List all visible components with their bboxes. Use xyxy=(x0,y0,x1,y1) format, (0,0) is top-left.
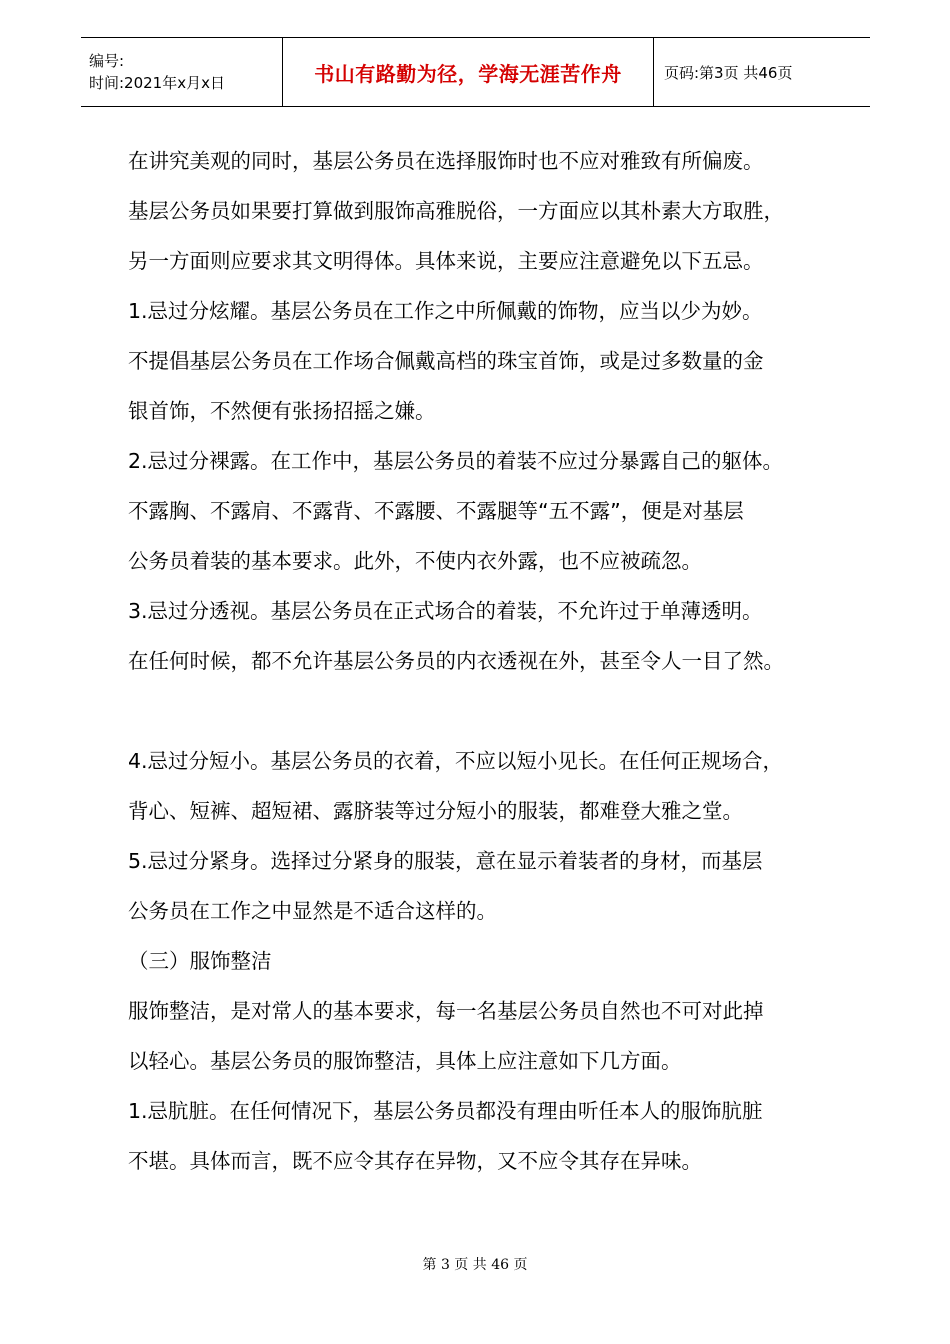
footer-page-number: 第 3 页 共 46 页 xyxy=(422,1257,528,1273)
body-line: 公务员着装的基本要求。此外，不使内衣外露，也不应被疏忽。 xyxy=(128,549,702,573)
header-page-cell xyxy=(654,38,870,106)
body-line: 服饰整洁，是对常人的基本要求，每一名基层公务员自然也不可对此掉 xyxy=(128,999,764,1023)
document-body xyxy=(128,136,848,1186)
body-line: 不露胸、不露肩、不露背、不露腰、不露腿等“五不露”，便是对基层 xyxy=(128,499,744,523)
page-footer xyxy=(0,1254,950,1274)
body-line: 基层公务员如果要打算做到服饰高雅脱俗，一方面应以其朴素大方取胜， xyxy=(128,199,784,223)
body-line: 另一方面则应要求其文明得体。具体来说，主要应注意避免以下五忌。 xyxy=(128,249,764,273)
body-line: 5.忌过分紧身。选择过分紧身的服装，意在显示着装者的身材，而基层 xyxy=(128,849,763,873)
header-motto-cell xyxy=(282,38,654,106)
paragraph-gap xyxy=(128,686,848,736)
document-number-label: 编号: xyxy=(89,52,125,70)
body-line: 以轻心。基层公务员的服饰整洁，具体上应注意如下几方面。 xyxy=(128,1049,682,1073)
header-motto: 书山有路勤为径，学海无涯苦作舟 xyxy=(314,61,622,86)
body-line: 在讲究美观的同时，基层公务员在选择服饰时也不应对雅致有所偏废。 xyxy=(128,149,764,173)
section-heading: （三）服饰整洁 xyxy=(128,949,272,973)
body-line: 3.忌过分透视。基层公务员在正式场合的着装，不允许过于单薄透明。 xyxy=(128,599,763,623)
page-header xyxy=(81,37,870,107)
body-line: 1.忌肮脏。在任何情况下，基层公务员都没有理由听任本人的服饰肮脏 xyxy=(128,1099,763,1123)
body-line: 不提倡基层公务员在工作场合佩戴高档的珠宝首饰，或是过多数量的金 xyxy=(128,349,764,373)
document-time: 时间:2021年x月x日 xyxy=(89,74,225,92)
header-page-info: 页码:第3页 共46页 xyxy=(664,63,793,82)
body-line: 1.忌过分炫耀。基层公务员在工作之中所佩戴的饰物，应当以少为妙。 xyxy=(128,299,763,323)
body-line: 不堪。具体而言，既不应令其存在异物，又不应令其存在异味。 xyxy=(128,1149,702,1173)
body-line: 在任何时候，都不允许基层公务员的内衣透视在外，甚至令人一目了然。 xyxy=(128,649,784,673)
body-line: 公务员在工作之中显然是不适合这样的。 xyxy=(128,899,497,923)
body-line: 银首饰，不然便有张扬招摇之嫌。 xyxy=(128,399,436,423)
header-meta xyxy=(81,38,282,106)
body-line: 2.忌过分裸露。在工作中，基层公务员的着装不应过分暴露自己的躯体。 xyxy=(128,449,784,473)
body-line: 背心、短裤、超短裙、露脐装等过分短小的服装，都难登大雅之堂。 xyxy=(128,799,743,823)
body-line: 4.忌过分短小。基层公务员的衣着，不应以短小见长。在任何正规场合， xyxy=(128,749,784,773)
